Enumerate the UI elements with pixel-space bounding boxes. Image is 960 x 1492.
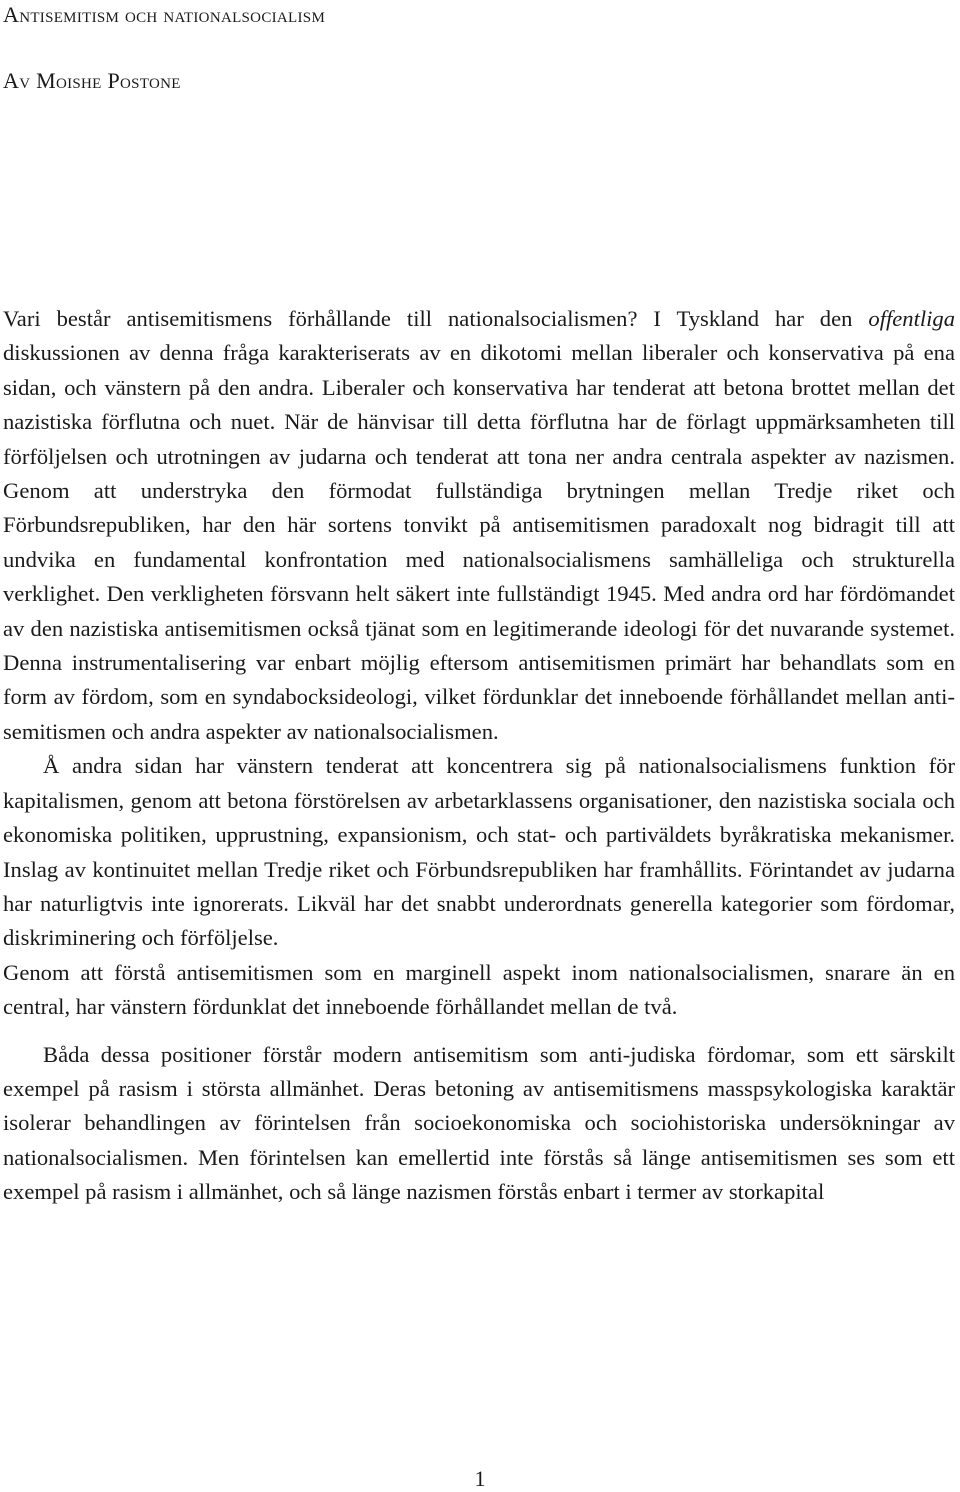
body-text [3, 302, 955, 1210]
page-number: 1 [474, 1466, 486, 1491]
paragraph-1-text-end: diskussionen av denna fråga karakteriserats av en dikotomi mellan liberaler och konservativa på ena sidan, och vänstern på den andra. Liberaler och konservativa har tenderat att betona brottet mellan det nazistiska förflutna och nuet. När de hänvisar till detta förflutna har de förlagt uppmärksamheten till förföljelsen och utrotningen av judarna och tenderat att tona ner andra centrala aspekter av nazismen. Genom att understryka den förmodat fullständiga brytningen mellan Tredje riket och Förbundsrepubliken, har den här sortens tonvikt på antisemitismen paradoxalt nog bidragit till att undvika en fundamental konfrontation med nationalsocialismens samhälleliga och strukturella verklighet. Den verkligheten försvann helt säkert inte fullständigt 1945. Med andra ord har fördömandet av den nazistiska antisemitismen också tjänat som en legitimerande ideologi för det nuvarande systemet. Denna instrumentalisering var enbart möjlig eftersom antisemitismen primärt har behandlats som en form av fördom, som en syndabocksideologi, vilket fördunklar det inneboende förhållandet mellan antisemitismen och andra aspekter av nationalsocialismen. [3, 340, 955, 744]
paragraph-2: Å andra sidan har vänstern tenderat att koncentrera sig på nationalsocialismens funktion för kapitalismen, genom att betona förstörelsen av arbetarklassens organisationer, den nazistiska sociala och ekonomiska politiken, upprustning, expansionism, och stat- och partiväldets byråkratiska mekanismer. Inslag av kontinuitet mellan Tredje riket och Förbundsrepubliken har framhållits. Förintandet av judarna har naturligtvis inte ignorerats. Likväl har det snabbt underordnats generella kategorier som fördomar, diskriminering och förföljelse. [3, 753, 955, 951]
paragraph-1-text-start: Vari består antisemitismens förhållande till nationalsocialismen? I Tyskland har den [3, 306, 869, 331]
document-title: Antisemitism och nationalsocialism [3, 2, 326, 27]
paragraph-4: Båda dessa positioner förstår modern antisemitism som anti-judiska fördomar, som ett särskilt exempel på rasism i största allmänhet. Deras betoning av antisemitismens masspsykologiska karaktär isolerar behandlingen av förintelsen från socioekonomiska och sociohistoriska undersökningar av nationalsocialismen. Men förintelsen kan emellertid inte förstås så länge antisemitismen ses som ett exempel på rasism i allmänhet, och så länge nazismen förstås enbart i termer av storkapital [3, 1041, 955, 1205]
paragraph-1 [3, 302, 955, 749]
paragraph-3: Genom att förstå antisemitismen som en marginell aspekt inom nationalsocialismen, snarare än en central, har vänstern fördunklat det inneboende förhållandet mellan de två. [3, 959, 955, 1020]
emphasized-word: offentliga [868, 306, 955, 331]
author-line: Av Moishe Postone [3, 68, 181, 93]
